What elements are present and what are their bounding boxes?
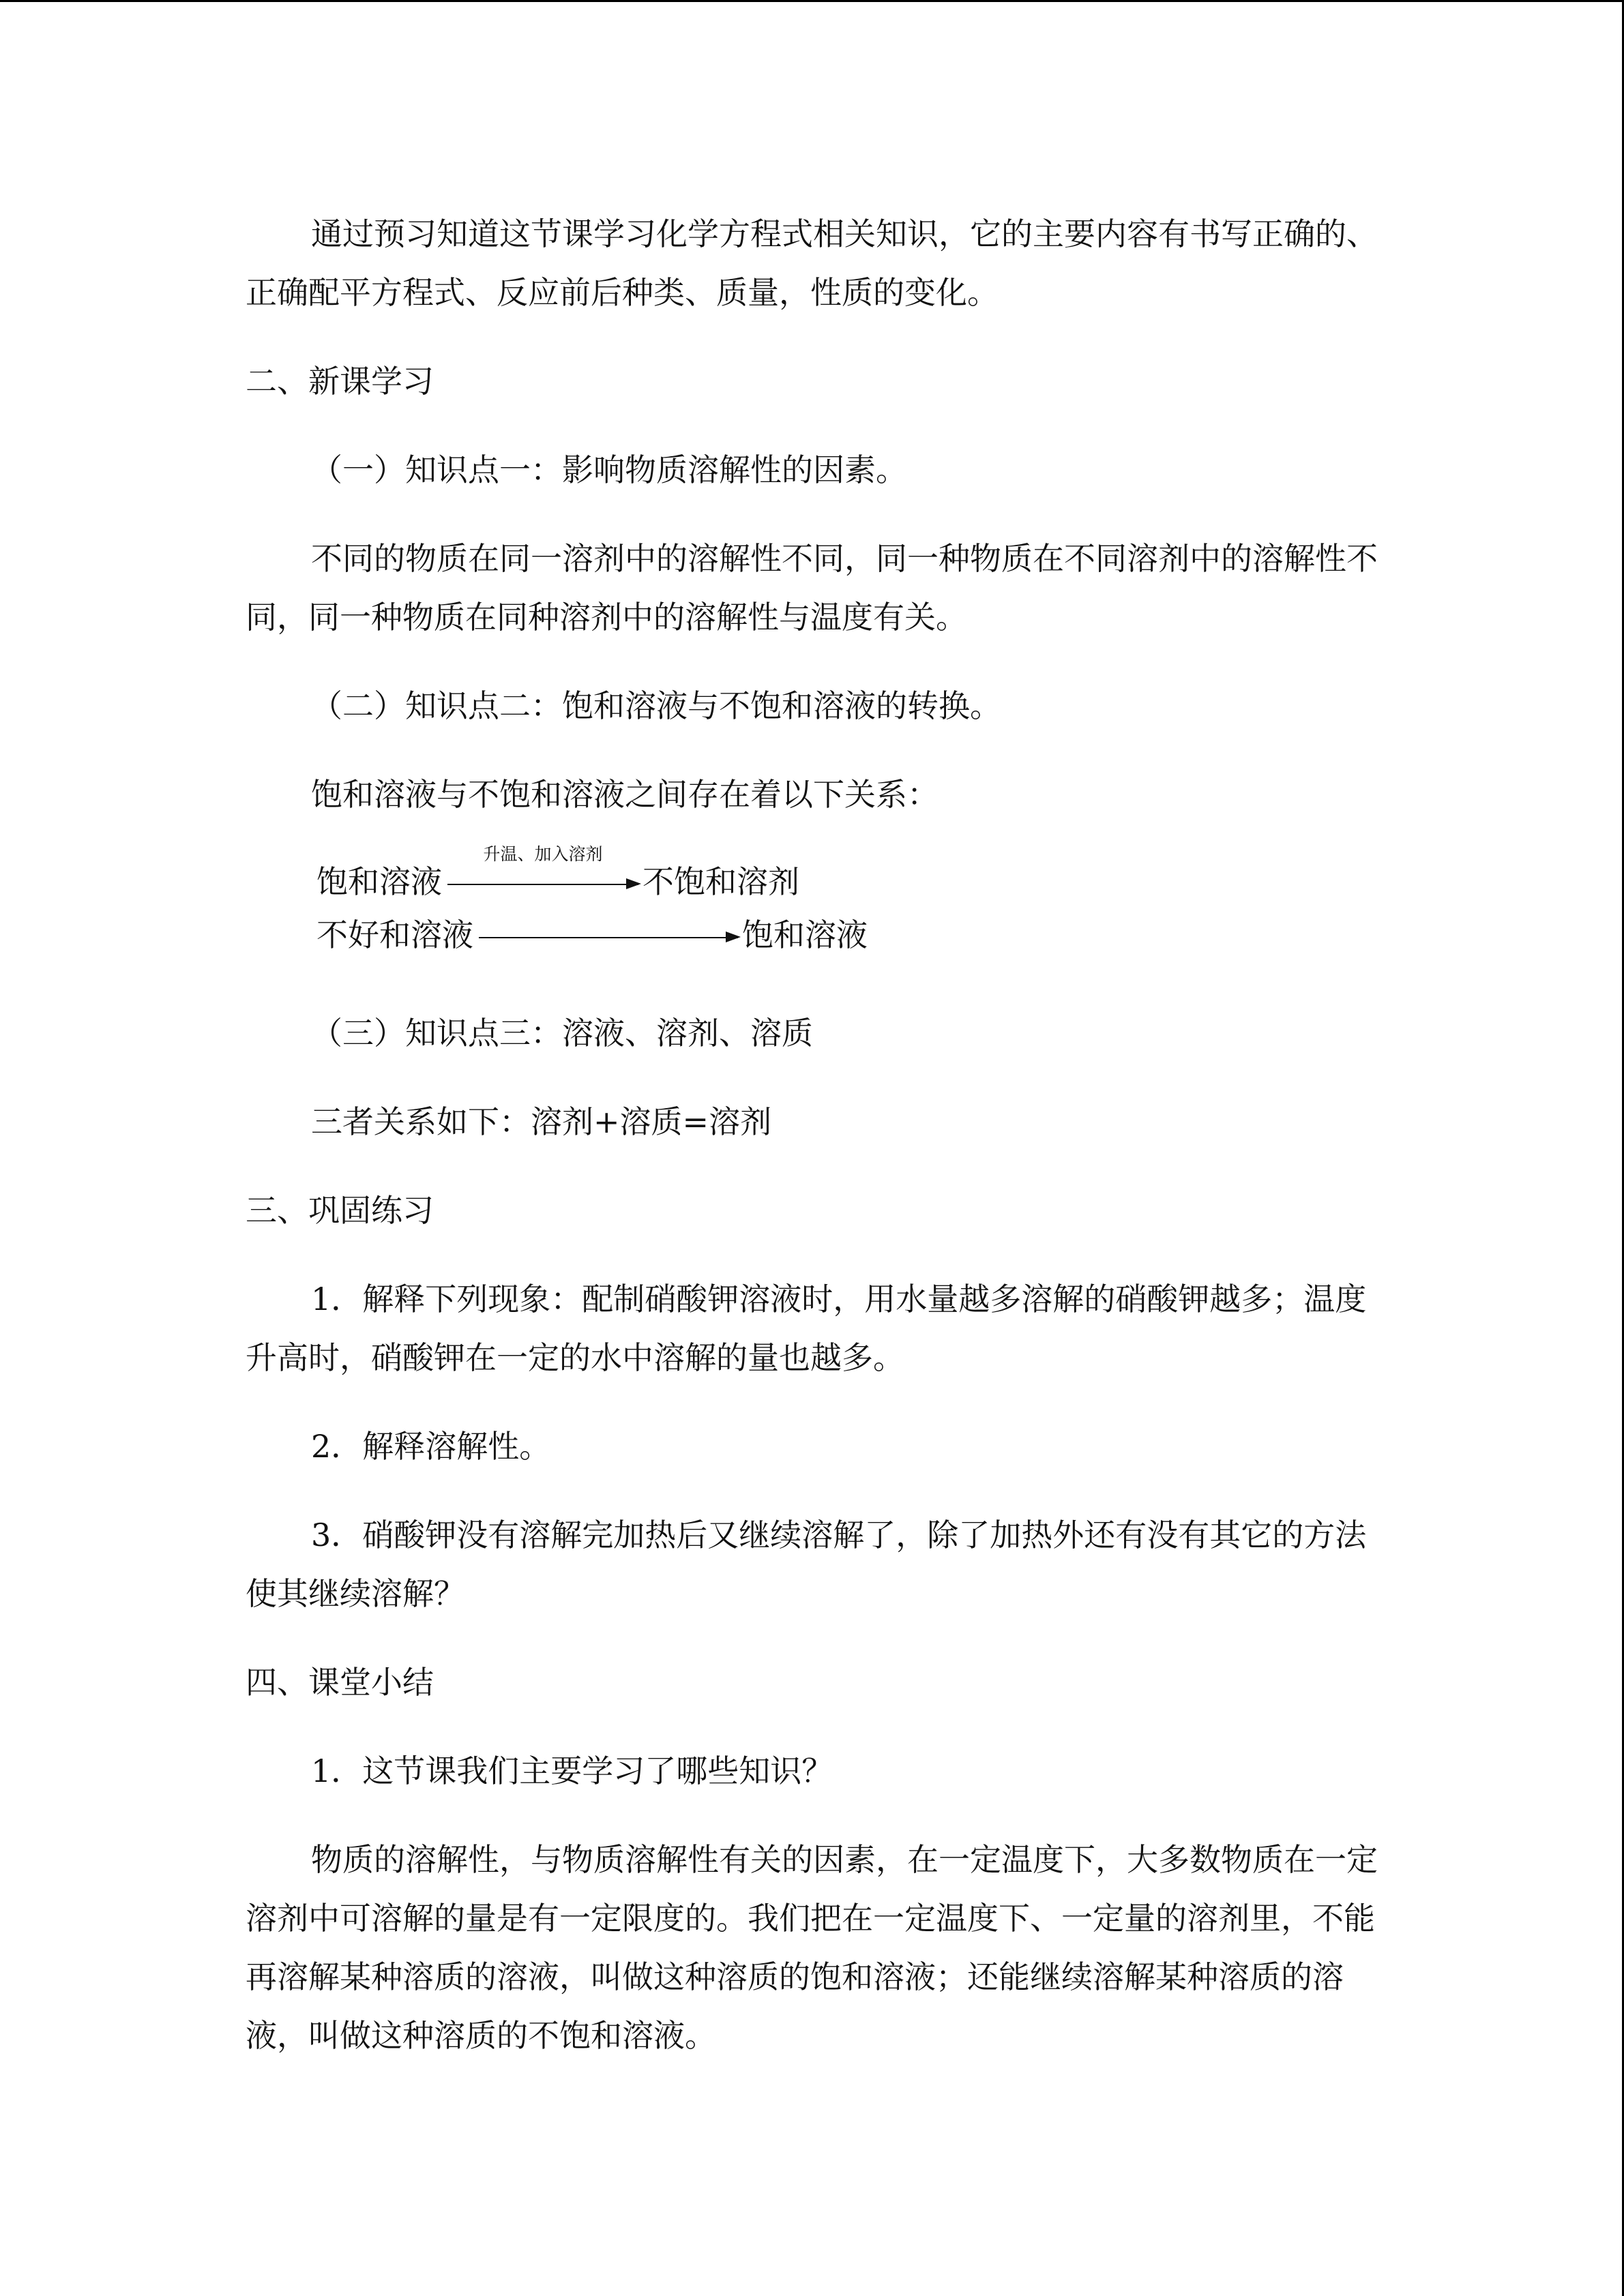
- knowledge-point-2-title: （二）知识点二：饱和溶液与不饱和溶液的转换。: [311, 687, 1001, 724]
- practice-item-2: 2．解释溶解性。: [311, 1428, 551, 1465]
- conversion-diagram: [246, 844, 1378, 961]
- section-heading-new-lesson: 二、新课学习: [246, 363, 434, 400]
- summary-question: 1．这节课我们主要学习了哪些知识？: [311, 1753, 833, 1789]
- reactant-label: 饱和溶液: [316, 863, 442, 900]
- knowledge-point-3-title: （三）知识点三：溶液、溶剂、溶质: [311, 1015, 813, 1052]
- summary-answer: 物质的溶解性，与物质溶解性有关的因素，在一定温度下，大多数物质在一定溶剂中可溶解的量是有一定限度的。我们把在一定温度下、一定量的溶剂里，不能再溶解某种溶质的溶液，叫做这种溶质的饱和溶液；还能继续溶解某种溶质的溶液，叫做这种溶质的不饱和溶液。: [246, 1841, 1378, 2054]
- reactant-label: 不好和溶液: [316, 916, 473, 953]
- reaction-arrow: [479, 934, 738, 936]
- intro-paragraph: 通过预习知道这节课学习化学方程式相关知识，它的主要内容有书写正确的、正确配平方程式、反应前后种类、质量，性质的变化。: [246, 215, 1378, 311]
- knowledge-point-1-body: 不同的物质在同一溶剂中的溶解性不同，同一种物质在不同溶剂中的溶解性不同，同一种物质在同种溶剂中的溶解性与温度有关。: [246, 540, 1378, 636]
- product-label: 不饱和溶剂: [643, 863, 799, 900]
- section-heading-practice: 三、巩固练习: [246, 1192, 434, 1229]
- product-label: 饱和溶液: [742, 916, 868, 953]
- reaction-arrow: [447, 844, 638, 882]
- conversion-row: [316, 908, 1378, 961]
- arrow-condition-label: 升温、加入溶剂: [483, 844, 603, 864]
- knowledge-point-3-body: 三者关系如下：溶剂+溶质=溶剂: [311, 1103, 772, 1140]
- conversion-row: [316, 844, 1378, 908]
- section-heading-summary: 四、课堂小结: [246, 1664, 434, 1701]
- knowledge-point-1-title: （一）知识点一：影响物质溶解性的因素。: [311, 451, 907, 488]
- knowledge-point-2-body: 饱和溶液与不饱和溶液之间存在着以下关系：: [311, 776, 939, 813]
- document-body: [246, 205, 1378, 2065]
- practice-item-1: 1．解释下列现象：配制硝酸钾溶液时，用水量越多溶解的硝酸钾越多；温度升高时，硝酸钾在一定的水中溶解的量也越多。: [246, 1281, 1367, 1376]
- arrow-icon: [479, 937, 738, 938]
- practice-item-3: 3．硝酸钾没有溶解完加热后又继续溶解了，除了加热外还有没有其它的方法使其继续溶解？: [246, 1517, 1367, 1612]
- arrow-icon: [447, 884, 638, 885]
